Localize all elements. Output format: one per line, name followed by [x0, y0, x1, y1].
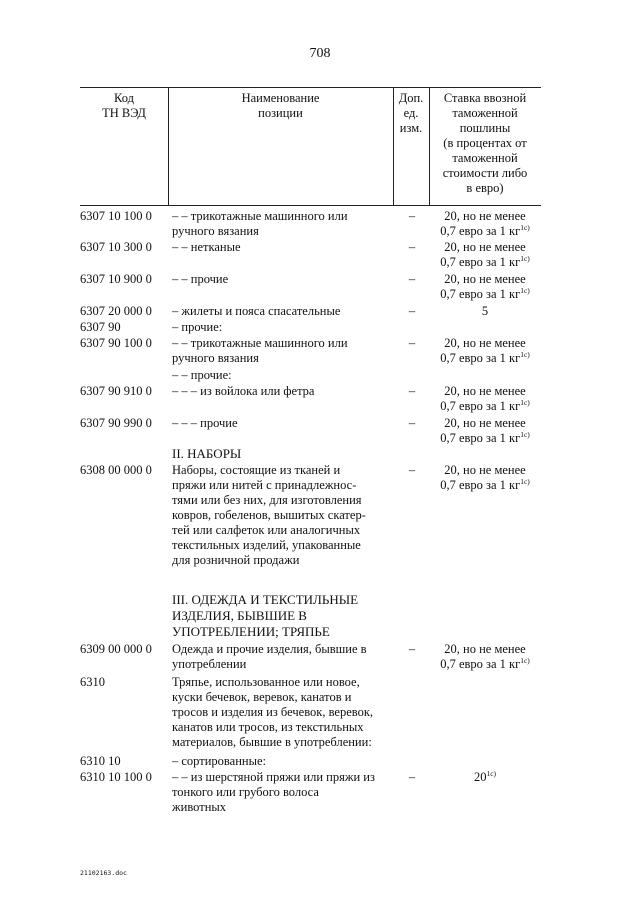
row-code: 6307 90 990 0: [80, 416, 152, 430]
row-code: 6307 90 910 0: [80, 384, 152, 398]
row-rate: 5: [481, 304, 489, 318]
row-name: – – трикотажные машинного или ручного вязания: [172, 209, 348, 238]
row-rate: 20, но не менее 0,7 евро за 1 $кг^{1с)}$: [440, 272, 530, 301]
row-code: 6308 00 000 0: [80, 463, 152, 477]
row-rate: 20, но не менее 0,7 евро за 1 $кг^{1с)}$: [440, 384, 530, 413]
row-code: 6307 90 100 0: [80, 336, 152, 350]
section-heading: II. НАБОРЫ: [172, 446, 242, 461]
row-name: Одежда и прочие изделия, бывшие в употреблении: [172, 642, 367, 671]
row-name: Наборы, состоящие из тканей и пряжи или нитей с принадлежнос- тями или без них, для изготовления ковров, гобеленов, вышитых скатер- тей или салфеток или аналогичных текстильных изделий, упакованные для розничной продажи: [172, 463, 366, 567]
row-unit: –: [408, 304, 416, 318]
header-rate: Ставка ввозной таможенной пошлины (в процентах от таможенной стоимости либо в евро): [442, 91, 528, 195]
row-rate: 20, но не менее 0,7 евро за 1 $кг^{1с)}$: [440, 642, 530, 671]
row-name: – – прочие: [172, 272, 229, 286]
row-code: 6307 10 300 0: [80, 240, 152, 254]
row-name: – жилеты и пояса спасательные: [172, 304, 341, 318]
row-name: – – прочие:: [172, 368, 232, 382]
row-code: 6310 10: [80, 754, 121, 768]
row-rate: 20, но не менее 0,7 евро за 1 $кг^{1с)}$: [440, 336, 530, 365]
row-rate: 20, но не менее 0,7 евро за 1 $кг^{1с)}$: [440, 240, 530, 269]
row-name: – – – из войлока или фетра: [172, 384, 315, 398]
row-code: 6309 00 000 0: [80, 642, 152, 656]
row-code: 6307 10 900 0: [80, 272, 152, 286]
row-unit: –: [408, 272, 416, 286]
row-unit: –: [408, 336, 416, 350]
row-unit: –: [408, 209, 416, 223]
row-name: – сортированные:: [172, 754, 266, 768]
row-code: 6310: [80, 675, 105, 689]
row-unit: –: [408, 384, 416, 398]
row-rate: 20, но не менее 0,7 евро за 1 $кг^{1с)}$: [440, 416, 530, 445]
row-name: – – трикотажные машинного или ручного вязания: [172, 336, 348, 365]
header-code: Код ТН ВЭД: [102, 91, 146, 120]
row-rate: $20^{1с)}$: [473, 768, 497, 784]
row-unit: –: [408, 416, 416, 430]
row-code: 6307 20 000 0: [80, 304, 152, 318]
footer-filename: 21102163.doc: [80, 869, 127, 877]
row-name: – – из шерстяной пряжи или пряжи из тонкого или грубого волоса животных: [172, 770, 375, 814]
row-code: 6307 10 100 0: [80, 209, 152, 223]
header-name: Наименование позиции: [241, 91, 320, 120]
row-rate: 20, но не менее 0,7 евро за 1 $кг^{1с)}$: [440, 209, 530, 238]
row-name: – – – прочие: [172, 416, 238, 430]
row-unit: –: [408, 463, 416, 477]
page-number: 708: [309, 46, 331, 61]
row-name: Тряпье, использованное или новое, куски бечевок, веревок, канатов и тросов и изделия из бечевок, веревок, канатов или тросов, из текстильных материалов, бывшие в употреблении:: [172, 675, 374, 749]
row-rate: 20, но не менее 0,7 евро за 1 $кг^{1с)}$: [440, 463, 530, 492]
header-unit: Доп. ед. изм.: [398, 91, 424, 135]
row-unit: –: [408, 642, 416, 656]
header-top-border: [80, 87, 541, 88]
section-heading: III. ОДЕЖДА И ТЕКСТИЛЬНЫЕ ИЗДЕЛИЯ, БЫВШИЕ В УПОТРЕБЛЕНИИ; ТРЯПЬЕ: [172, 592, 359, 639]
row-code: 6307 90: [80, 320, 121, 334]
row-unit: –: [408, 240, 416, 254]
header-bottom-border: [80, 205, 541, 206]
row-unit: –: [408, 770, 416, 784]
row-name: – – нетканые: [172, 240, 241, 254]
row-code: 6310 10 100 0: [80, 770, 152, 784]
row-name: – прочие:: [172, 320, 223, 334]
